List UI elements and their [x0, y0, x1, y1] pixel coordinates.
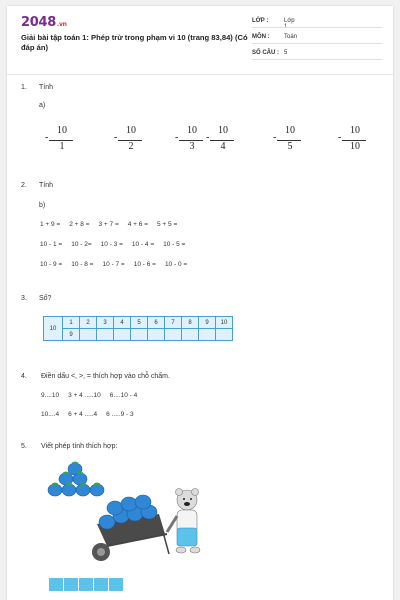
answer-cell[interactable] — [165, 329, 182, 341]
q4-expr: 9....10 — [41, 392, 60, 399]
q4-expr: 6 .....9 - 3 — [106, 411, 134, 418]
number-cell: 4 — [114, 317, 131, 329]
header-divider — [7, 74, 393, 75]
bear-wheelbarrow-illustration — [77, 484, 207, 566]
q3-text: Số? — [39, 295, 52, 302]
q2-expr: 10 - 9 = — [40, 261, 63, 268]
q1-text: Tính — [39, 84, 54, 91]
q2-expr: 10 - 2= — [71, 241, 92, 248]
q2-row-1 — [40, 221, 186, 228]
number-cell: 2 — [80, 317, 97, 329]
answer-box[interactable] — [49, 578, 63, 591]
q4-expr: 3 + 4 .....10 — [68, 392, 101, 399]
q2-expr: 3 + 7 = — [98, 221, 119, 228]
q2-expr: 10 - 4 = — [131, 241, 155, 248]
answer-cell[interactable] — [182, 329, 199, 341]
answer-box[interactable] — [109, 578, 123, 591]
worksheet-title: Giải bài tập toán 1: Phép trừ trong phạm vi 10 (trang 83,84) (Có đáp án) — [21, 33, 248, 52]
q2-expr: 1 + 9 = — [40, 221, 61, 228]
answer-cell[interactable] — [80, 329, 97, 341]
q3-number: 3. — [21, 295, 27, 302]
answer-box[interactable] — [79, 578, 93, 591]
q4-expr: 6....10 - 4 — [109, 392, 138, 399]
number-cell: 3 — [97, 317, 114, 329]
q2-expr: 10 - 6 = — [133, 261, 156, 268]
answer-cell[interactable] — [97, 329, 114, 341]
answer-cell[interactable] — [114, 329, 131, 341]
q2-expr: 10 - 3 = — [100, 241, 123, 248]
answer-box[interactable] — [64, 578, 78, 591]
q2-number: 2. — [21, 182, 27, 189]
number-table — [43, 316, 233, 341]
bear-figure — [167, 489, 200, 554]
q2-expr: 5 + 5 = — [157, 221, 178, 228]
q4-expr: 10....4 — [41, 411, 60, 418]
number-cell: 1 — [63, 317, 80, 329]
q2-expr: 10 - 1 = — [40, 241, 63, 248]
number-cell: 5 — [131, 317, 148, 329]
q2-expr: 10 - 7 = — [102, 261, 125, 268]
answer-cell[interactable]: 9 — [63, 329, 80, 341]
q4-row-2 — [41, 411, 143, 418]
q4-text: Điền dấu <, >, = thích hợp vào chỗ chấm. — [41, 373, 170, 380]
q1-part: a) — [39, 102, 46, 109]
answer-cell[interactable] — [216, 329, 233, 341]
q2-part: b) — [39, 202, 46, 209]
q1-number: 1. — [21, 84, 27, 91]
q2-expr: 10 - 5 = — [163, 241, 186, 248]
number-cell: 8 — [182, 317, 199, 329]
q2-expr: 4 + 6 = — [127, 221, 148, 228]
q2-text: Tính — [39, 182, 54, 189]
q2-row-2 — [40, 241, 194, 248]
q4-row-1 — [41, 392, 146, 399]
number-table-lead: 10 — [44, 317, 63, 341]
number-cell: 9 — [199, 317, 216, 329]
answer-cell[interactable] — [148, 329, 165, 341]
number-cell: 7 — [165, 317, 182, 329]
q2-expr: 2 + 8 = — [69, 221, 90, 228]
answer-box[interactable] — [94, 578, 108, 591]
q4-number: 4. — [21, 373, 27, 380]
q2-expr: 10 - 8 = — [71, 261, 94, 268]
worksheet-page: 2048.vn Giải bài tập toán 1: Phép trừ trong phạm vi 10 (trang 83,84) (Có đáp án) LỚP : Lớp 1 MÔN : Toán SỐ CÂU : 5 1. Tính a) 10 - 1 10 - 2 10 - 3 10 - 4 10 - 5 10 - 10 2. Tính b) 1 + 9 = 2 + 8 = 3 + 7 = 4 + 6 = 5 + 5 = 10 - 1 = 10 - 2= 10 - 3 = 10 - 4 = 10 - 5 = 10 - 9 = 10 - 8 = 10 - 7 = 10 - 6 = 10 - 0 = 3. Số? 10 1 2 3 4 5 6 7 8 9 10 9 4. Điền dấu <, >, = thích hợp vào chỗ chấm. 9....10 3 + 4 .....10 6....10 - 4 10....4 6 + 4 .....4 6 .....9 - 3 5. Viết phép tính thích hợp: — [7, 6, 393, 600]
answer-cell[interactable] — [131, 329, 148, 341]
number-cell: 10 — [216, 317, 233, 329]
q5-text: Viết phép tính thích hợp: — [41, 443, 118, 450]
site-logo[interactable]: 2048.vn — [21, 15, 67, 30]
q2-expr: 10 - 0 = — [164, 261, 188, 268]
number-cell: 6 — [148, 317, 165, 329]
answer-cell[interactable] — [199, 329, 216, 341]
answer-box-row[interactable] — [49, 578, 124, 596]
q5-number: 5. — [21, 443, 27, 450]
q4-expr: 6 + 4 .....4 — [68, 411, 98, 418]
q2-row-3 — [40, 261, 196, 268]
